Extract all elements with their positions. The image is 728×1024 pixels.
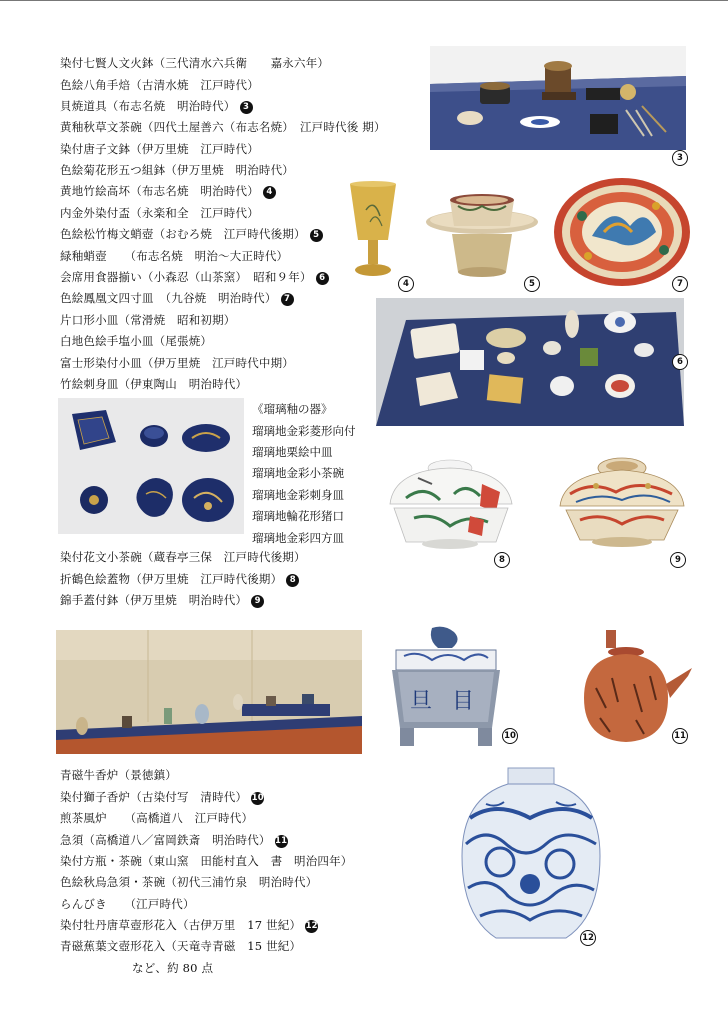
list-item: 瑠璃地輪花形猪口 [252,509,344,523]
photo-shellfish-grill-set [430,46,686,150]
list-item: 瑠璃地金彩小茶碗 [252,466,344,480]
svg-text:旦: 旦 [410,689,433,714]
photo-number-badge: 3 [672,150,688,166]
list-item: 染付方瓶・茶碗（東山窯 田能村直入 書 明治四年） [60,854,353,868]
item-number-badge: 4 [263,186,276,199]
photo-yellow-stem-cup [346,180,400,280]
photo-phoenix-plate [552,176,692,288]
photo-blue-white-jar [456,764,606,946]
list-item: 青磁牛香炉（景徳鎮） [60,768,177,782]
list-item: 会席用食器揃い（小森忍（山茶窯） 昭和９年） 6 [60,270,329,285]
list-item: 白地色絵手塩小皿（尾張焼） [60,334,213,348]
photo-number-badge: 4 [398,276,414,292]
photo-number-badge: 10 [502,728,518,744]
item-number-badge: 12 [305,921,318,931]
photo-display-case [56,630,362,754]
item-number-badge: 10 [251,793,264,803]
list-item: 染付牡丹唐草壺形花入（古伊万里 17 世紀） 12 [60,918,318,932]
photo-crane-lidded-bowl [384,454,518,554]
list-item: 内金外染付盃（永楽和全 江戸時代） [60,206,259,220]
photo-number-badge: 6 [672,354,688,370]
item-number-badge: 5 [310,229,323,242]
closing-note: など、約 80 点 [132,961,214,975]
list-item: 色絵松竹梅文蛸壺（おむろ焼 江戸時代後期） 5 [60,227,323,242]
photo-number-badge: 9 [670,552,686,568]
list-item: 片口形小皿（常滑焼 昭和初期） [60,313,236,327]
item-number-badge: 8 [286,574,299,587]
photo-number-badge: 12 [580,930,596,946]
photo-number-badge: 11 [672,728,688,744]
list-item: 錦手蓋付鉢（伊万里焼 明治時代） 9 [60,593,264,608]
list-item: 染付獅子香炉（古染付写 清時代） 10 [60,790,264,804]
list-item: 染付唐子文鉢（伊万里焼 江戸時代） [60,142,259,156]
list-item: らんびき （江戸時代） [60,897,195,911]
list-item: 青磁蕉葉文壺形花入（天竜寺青磁 15 世紀） [60,939,302,953]
list-item: 貝焼道具（布志名焼 明治時代） 3 [60,99,253,114]
list-item: 色絵秋烏急須・茶碗（初代三浦竹泉 明治時代） [60,875,318,889]
photo-number-badge: 5 [524,276,540,292]
item-number-badge: 11 [274,836,288,846]
list-item: 折鶴色絵蓋物（伊万里焼 江戸時代後期） 8 [60,572,299,587]
item-number-badge: 9 [251,595,264,608]
list-item: 色絵八角手焙（古清水焼 江戸時代） [60,78,259,92]
photo-nishiki-lidded-bowl [556,454,688,554]
list-item: 色絵鳳凰文四寸皿 （九谷焼 明治時代） 7 [60,291,294,306]
top-rule [0,0,728,1]
list-item: 瑠璃地金彩刺身皿 [252,488,344,502]
list-item: 黄地竹絵高坏（布志名焼 明治時代） 4 [60,184,276,199]
list-item: 竹絵刺身皿（伊東陶山 明治時代） [60,377,248,391]
list-item: 瑠璃地栗絵中皿 [252,445,333,459]
list-item: 染付七賢人文火鉢（三代清水六兵衛 嘉永六年） [60,56,330,70]
svg-text:目: 目 [452,689,475,714]
list-item: 黄釉秋草文茶碗（四代土屋善六（布志名焼） 江戸時代後 期） [60,120,386,134]
ruri-heading: 《瑠璃釉の器》 [252,402,333,416]
list-item: 瑠璃地金彩四方皿 [252,531,344,545]
item-number-badge: 6 [316,272,329,285]
photo-ruri-glaze-ware [58,398,244,534]
list-item: 煎茶風炉 （高橋道八 江戸時代） [60,811,254,825]
photo-number-badge: 8 [494,552,510,568]
list-item: 染付花文小茶碗（蔵春亭三保 江戸時代後期） [60,550,306,564]
item-number-badge: 7 [281,293,294,306]
photo-lion-incense-burner [388,624,504,748]
list-item: 色絵菊花形五つ組鉢（伊万里焼 明治時代） [60,163,294,177]
list-item: 富士形染付小皿（伊万里焼 江戸時代中期） [60,356,294,370]
photo-dining-set [376,298,684,426]
photo-lidded-pot [422,186,542,282]
list-item: 急須（高橋道八／富岡鉄斎 明治時代） 11 [60,833,288,847]
list-item: 瑠璃地金彩菱形向付 [252,424,356,438]
photo-number-badge: 7 [672,276,688,292]
item-number-badge: 3 [240,101,253,114]
list-item: 緑釉蛸壺 （布志名焼 明治～大正時代） [60,249,289,263]
